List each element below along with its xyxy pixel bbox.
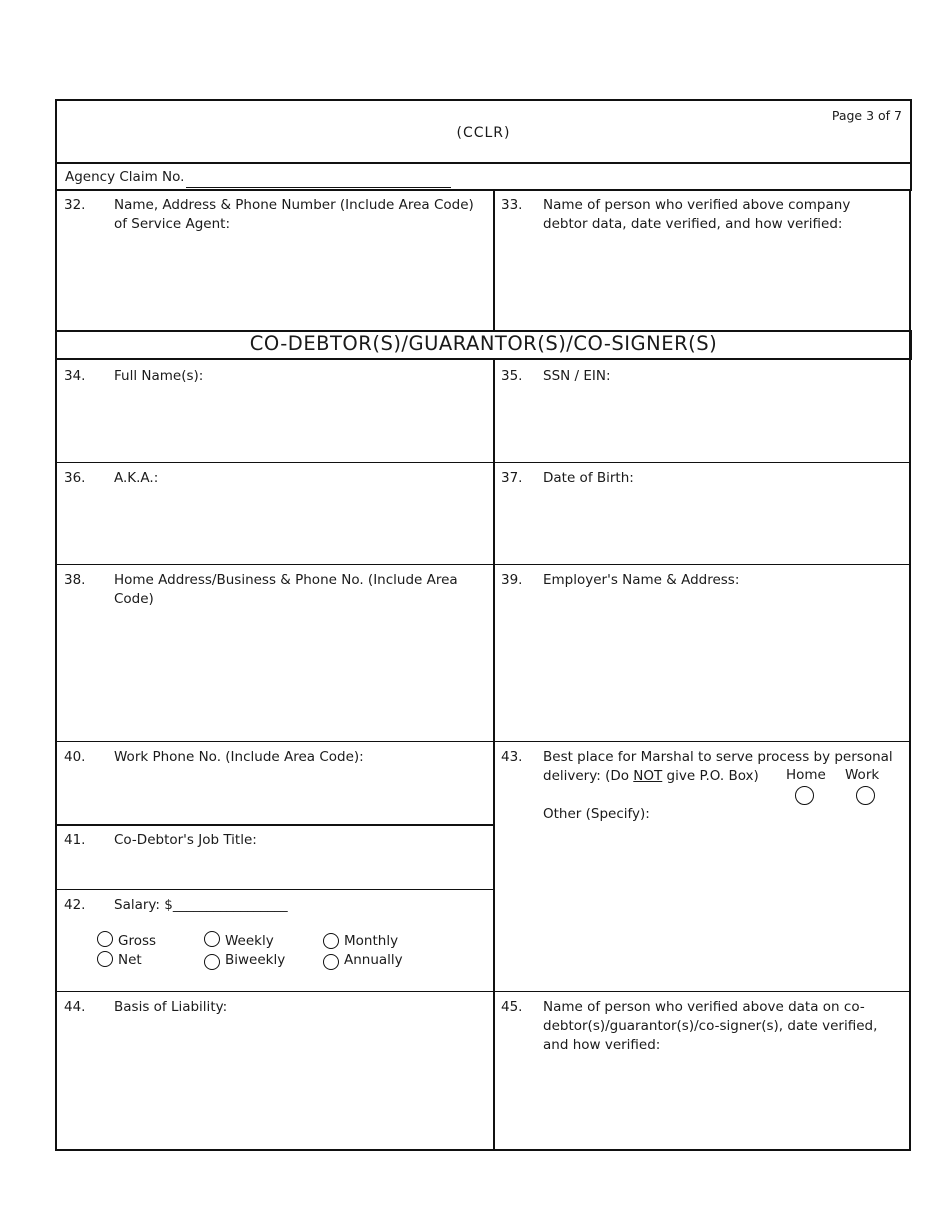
frame-bottom <box>55 1149 911 1151</box>
annually-label: Annually <box>344 952 403 968</box>
gross-radio[interactable] <box>97 931 113 947</box>
field-45-input[interactable] <box>495 1058 909 1147</box>
field-45-label: Name of person who verified above data on co-debtor(s)/guarantor(s)/co-signer(s), date verified, and how verified: <box>543 999 878 1053</box>
section-right-line <box>910 330 912 360</box>
field-38-number: 38. <box>64 572 86 588</box>
monthly-radio[interactable] <box>323 933 339 949</box>
field-43-label-line1: Best place for Marshal to serve process by personal <box>543 749 893 765</box>
field-44-input[interactable] <box>57 1020 493 1147</box>
agency-claim-label: Agency Claim No. <box>65 169 185 185</box>
field-33-input[interactable] <box>495 236 909 328</box>
field-43-label-pre: delivery: (Do <box>543 768 634 784</box>
page-number: Page 3 of 7 <box>831 108 902 123</box>
field-40-number: 40. <box>64 749 86 765</box>
row-line-36 <box>57 564 909 565</box>
field-38-input[interactable] <box>57 612 493 738</box>
claim-row-divider <box>55 189 912 191</box>
net-radio[interactable] <box>97 951 113 967</box>
biweekly-label: Biweekly <box>225 952 286 968</box>
field-41-label: Co-Debtor's Job Title: <box>114 832 257 848</box>
field-42-number: 42. <box>64 897 86 913</box>
field-39-number: 39. <box>501 572 523 588</box>
field-32-number: 32. <box>64 197 86 213</box>
field-44-number: 44. <box>64 999 86 1015</box>
field-35-input[interactable] <box>495 388 909 460</box>
field-37-input[interactable] <box>495 490 909 562</box>
net-label: Net <box>118 952 142 968</box>
home-label: Home <box>786 767 826 783</box>
weekly-radio[interactable] <box>204 931 220 947</box>
field-43-other-label: Other (Specify): <box>543 806 650 822</box>
annually-radio[interactable] <box>323 954 339 970</box>
col-divider-lower <box>493 360 495 1150</box>
field-39-input[interactable] <box>495 612 909 738</box>
field-35-number: 35. <box>501 368 523 384</box>
field-43-label-not: NOT <box>633 768 663 784</box>
home-radio[interactable] <box>795 786 814 805</box>
field-36-input[interactable] <box>57 490 493 562</box>
agency-claim-input[interactable] <box>186 171 451 188</box>
field-37-label: Date of Birth: <box>543 470 634 486</box>
salary-amount-input[interactable] <box>175 896 305 914</box>
form-code: (CCLR) <box>456 125 511 141</box>
field-44-label: Basis of Liability: <box>114 999 228 1015</box>
field-40-input[interactable] <box>57 770 493 822</box>
field-45-number: 45. <box>501 999 523 1015</box>
header-divider <box>55 162 912 164</box>
field-33-number: 33. <box>501 197 523 213</box>
field-41-number: 41. <box>64 832 86 848</box>
field-39-label: Employer's Name & Address: <box>543 572 740 588</box>
field-43-other-input[interactable] <box>495 828 909 988</box>
weekly-label: Weekly <box>225 933 274 949</box>
field-36-label: A.K.A.: <box>114 470 159 486</box>
field-36-number: 36. <box>64 470 86 486</box>
monthly-label: Monthly <box>344 933 399 949</box>
field-34-number: 34. <box>64 368 86 384</box>
field-34-label: Full Name(s): <box>114 368 204 384</box>
frame-right-upper <box>910 99 912 191</box>
field-32-input[interactable] <box>57 236 493 328</box>
field-34-input[interactable] <box>57 388 493 460</box>
gross-label: Gross <box>118 933 157 949</box>
field-43-number: 43. <box>501 749 523 765</box>
field-43-label-line2 <box>543 767 759 786</box>
field-43-label-post: give P.O. Box) <box>662 768 759 784</box>
field-41-input[interactable] <box>57 852 493 887</box>
frame-top <box>55 99 912 101</box>
section-bottom-line <box>55 358 912 360</box>
field-32-label: Name, Address & Phone Number (Include Area Code) of Service Agent: <box>114 197 474 232</box>
work-radio[interactable] <box>856 786 875 805</box>
row-line-42 <box>57 991 909 992</box>
field-33-label: Name of person who verified above company debtor data, date verified, and how verified: <box>543 197 851 232</box>
row-line-38 <box>57 741 909 742</box>
section-heading: CO-DEBTOR(S)/GUARANTOR(S)/CO-SIGNER(S) <box>249 332 718 355</box>
biweekly-radio[interactable] <box>204 954 220 970</box>
row-line-41 <box>57 889 493 890</box>
field-38-label: Home Address/Business & Phone No. (Include Area Code) <box>114 572 458 607</box>
field-42-label: Salary: $_________________ <box>114 897 288 913</box>
work-label: Work <box>845 767 880 783</box>
field-37-number: 37. <box>501 470 523 486</box>
row-line-40 <box>57 824 493 826</box>
field-35-label: SSN / EIN: <box>543 368 611 384</box>
field-40-label: Work Phone No. (Include Area Code): <box>114 749 364 765</box>
row-line-34 <box>57 462 909 463</box>
